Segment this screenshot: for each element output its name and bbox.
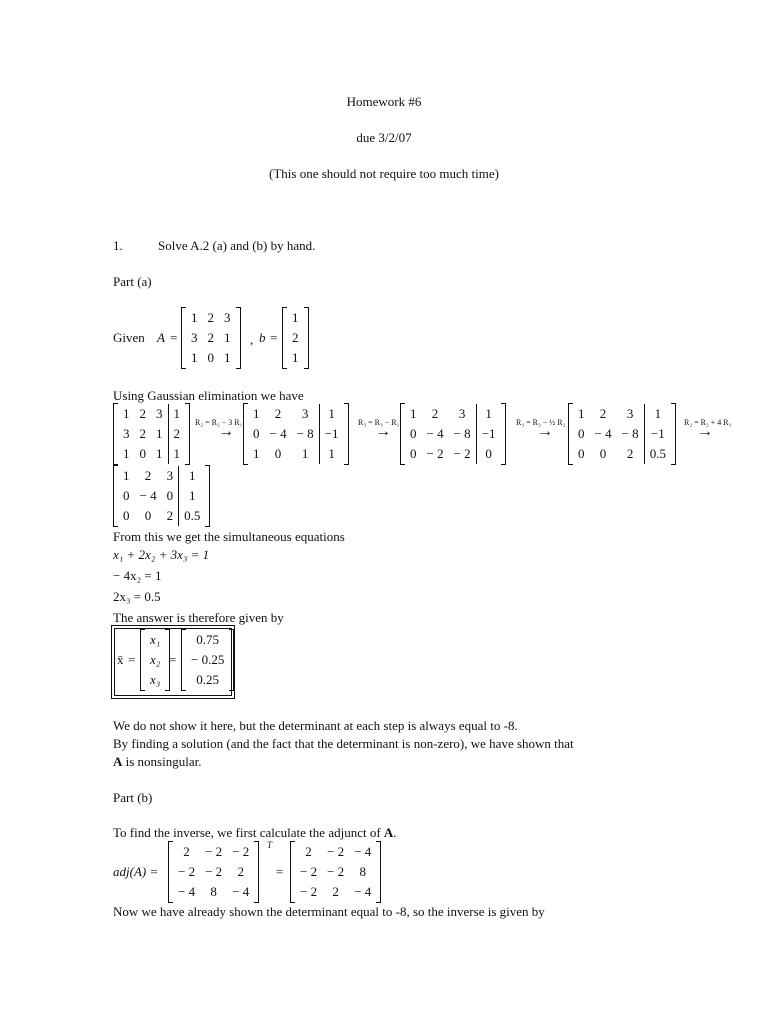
matrix-row <box>186 670 229 690</box>
matrix-cell: 1 <box>319 444 343 464</box>
matrix-a-body <box>186 308 236 368</box>
matrix-cell: 0.25 <box>196 672 220 687</box>
matrix-row <box>145 670 165 690</box>
matrix-row <box>573 444 671 464</box>
row-op-1: R₂ = R₂ − 3 R₁ <box>195 418 243 427</box>
row-op-4: R₂ = R₂ + 4 R₃ <box>684 418 732 427</box>
matrix-cell: 0 <box>274 446 282 461</box>
matrix-cell: 1 <box>301 446 309 461</box>
matrix-cell: 2 <box>207 310 214 325</box>
matrix-row <box>405 444 501 464</box>
matrix-cell: 0 <box>144 508 152 523</box>
gauss-step-5 <box>113 466 210 526</box>
comma: , <box>250 332 254 347</box>
matrix-cell: 3 <box>166 468 174 483</box>
matrix-cell: − 4 <box>178 884 196 899</box>
matrix-cell: 2 <box>144 468 152 483</box>
matrix-row <box>173 862 254 882</box>
matrix-cell: − 2 <box>426 446 444 461</box>
matrix-cell: 8 <box>210 884 217 899</box>
matrix-cell: 1 <box>191 350 198 365</box>
matrix-cell: 3 <box>626 406 634 421</box>
row-op-3: R₃ = R₃ − ½ R₂ <box>516 418 566 427</box>
matrix-cell: 1 <box>156 446 163 461</box>
x-vector <box>140 630 170 690</box>
matrix-cell: 1 <box>179 466 206 486</box>
matrix-cell: 0 <box>123 508 130 523</box>
matrix-row <box>118 424 185 444</box>
answer-intro: The answer is therefore given by <box>113 610 284 625</box>
matrix-row <box>186 328 236 348</box>
equals-sign: = <box>169 652 177 667</box>
determinant-note-2: By finding a solution (and the fact that the determinant is non-zero), we have shown that <box>113 736 574 751</box>
matrix-row <box>287 308 304 328</box>
matrix-cell: 2 <box>626 446 634 461</box>
matrix-cell: 1 <box>578 406 585 421</box>
matrix-cell: 1 <box>123 468 130 483</box>
matrix-cell: 1 <box>224 350 231 365</box>
matrix-row <box>186 630 229 650</box>
part-b-label: Part (b) <box>113 790 153 805</box>
matrix-cell: 1 <box>410 406 417 421</box>
header-note: (This one should not require too much time) <box>269 166 499 181</box>
transpose-superscript: T <box>267 840 273 850</box>
matrix-cell: − 2 <box>205 864 223 879</box>
matrix-a-name: A <box>157 330 165 345</box>
matrix-cell: −1 <box>644 424 671 444</box>
gauss-step-1 <box>113 404 190 464</box>
matrix-cell: 0 <box>578 426 585 441</box>
matrix-cell: 0 <box>578 446 585 461</box>
matrix-cell: 2 <box>305 844 312 859</box>
matrix-cell: − 4 <box>594 426 612 441</box>
x-bar: x̄ <box>117 652 124 667</box>
matrix-cell: 1 <box>224 330 231 345</box>
adjugate-label: adj(A) = <box>113 864 159 879</box>
matrix-cell: − 0.25 <box>191 652 225 667</box>
matrix-cell: 0 <box>207 350 214 365</box>
arrow-icon: → <box>375 423 391 440</box>
row-op-2: R₃ = R₃ − R₁ <box>358 418 400 427</box>
matrix-cell: − 2 <box>327 864 345 879</box>
matrix-cell: 2 <box>599 406 607 421</box>
equation-1: x₁ + 2x₂ + 3x₃ = 1 <box>113 547 210 562</box>
matrix-row <box>248 404 344 424</box>
matrix-cell: 1 <box>168 444 185 464</box>
matrix-cell: 2 <box>332 884 339 899</box>
matrix-cell: 8 <box>359 864 366 879</box>
matrix-cell: 3 <box>301 406 309 421</box>
matrix-cell: x₁ <box>150 632 161 647</box>
matrix-row <box>118 444 185 464</box>
matrix-row <box>118 404 185 424</box>
matrix-cell: − 2 <box>178 864 196 879</box>
adjugate-matrix <box>290 842 381 902</box>
matrix-row <box>573 424 671 444</box>
matrix-cell: − 4 <box>426 426 444 441</box>
matrix-cell: 1 <box>292 350 299 365</box>
inverse-conclusion: Now we have already shown the determinant equal to -8, so the inverse is given by <box>113 904 545 919</box>
matrix-cell: 3 <box>458 406 466 421</box>
matrix-cell: 1 <box>179 486 206 506</box>
matrix-cell: −1 <box>319 424 343 444</box>
matrix-row <box>118 506 205 526</box>
matrix-cell: 2 <box>431 406 439 421</box>
matrix-cell: 3 <box>123 426 130 441</box>
matrix-row <box>186 650 229 670</box>
matrix-cell: 2 <box>237 864 244 879</box>
question-number: 1. <box>113 238 123 253</box>
matrix-cell: − 8 <box>453 426 471 441</box>
matrix-cell: 2 <box>166 508 174 523</box>
part-a-label: Part (a) <box>113 274 152 289</box>
matrix-row <box>295 882 376 902</box>
equation-3: 2x₃ = 0.5 <box>113 589 161 604</box>
matrix-cell: − 2 <box>205 844 223 859</box>
matrix-cell: 2 <box>292 330 299 345</box>
matrix-row <box>186 308 236 328</box>
matrix-cell: 1 <box>253 406 260 421</box>
vector-b-name: b <box>259 330 266 345</box>
matrix-cell: − 2 <box>232 844 250 859</box>
matrix-row <box>405 424 501 444</box>
matrix-row <box>287 348 304 368</box>
matrix-cell: 0 <box>123 488 130 503</box>
due-date: due 3/2/07 <box>356 130 412 145</box>
determinant-note-3: A is nonsingular. <box>113 754 202 769</box>
matrix-cell: 1 <box>168 404 185 424</box>
matrix-row <box>173 842 254 862</box>
matrix-cell: 1 <box>191 310 198 325</box>
matrix-cell: 3 <box>191 330 198 345</box>
matrix-cell: 2 <box>139 426 146 441</box>
matrix-cell: 0 <box>139 446 146 461</box>
matrix-cell: 1 <box>476 404 500 424</box>
matrix-cell: 0 <box>410 426 417 441</box>
matrix-cell: 1 <box>123 446 130 461</box>
matrix-row <box>295 862 376 882</box>
matrix-cell: 3 <box>224 310 231 325</box>
matrix-cell: − 4 <box>232 884 250 899</box>
matrix-row <box>405 404 501 424</box>
matrix-cell: 0 <box>253 426 260 441</box>
matrix-cell: − 4 <box>269 426 287 441</box>
matrix-cell: 2 <box>207 330 214 345</box>
matrix-cell: 1 <box>156 426 163 441</box>
matrix-row <box>287 328 304 348</box>
matrix-row <box>118 466 205 486</box>
matrix-cell: 0 <box>599 446 607 461</box>
matrix-cell: x₃ <box>150 672 161 687</box>
matrix-cell: 0.5 <box>644 444 671 464</box>
arrow-icon: → <box>218 423 234 440</box>
matrix-cell: 0 <box>476 444 500 464</box>
matrix-cell: − 8 <box>296 426 314 441</box>
matrix-row <box>118 486 205 506</box>
determinant-note-1: We do not show it here, but the determinant at each step is always equal to -8. <box>113 718 518 733</box>
matrix-cell: 2 <box>183 844 190 859</box>
matrix-row <box>295 842 376 862</box>
equals-sign: = <box>128 652 136 667</box>
matrix-cell: 0.75 <box>196 632 220 647</box>
matrix-row <box>173 882 254 902</box>
matrix-cell: 2 <box>139 406 146 421</box>
matrix-cell: 0 <box>166 488 174 503</box>
matrix-cell: − 2 <box>453 446 471 461</box>
matrix-cell: 1 <box>123 406 130 421</box>
vector-b-body <box>287 308 304 368</box>
matrix-cell: − 8 <box>621 426 639 441</box>
matrix-a <box>181 308 241 368</box>
matrix-cell: 1 <box>292 310 299 325</box>
matrix-row <box>186 348 236 368</box>
matrix-cell: 2 <box>274 406 282 421</box>
matrix-cell: 0.5 <box>179 506 206 526</box>
equation-2: − 4x₂ = 1 <box>113 568 162 583</box>
simultaneous-intro: From this we get the simultaneous equations <box>113 529 345 544</box>
vector-b <box>282 308 309 368</box>
arrow-icon: → <box>537 423 553 440</box>
inverse-intro: To find the inverse, we first calculate the adjunct of A. <box>113 825 397 840</box>
matrix-row <box>248 424 344 444</box>
matrix-cell: 1 <box>644 404 671 424</box>
matrix-cell: x₂ <box>150 652 161 667</box>
matrix-cell: 0 <box>410 446 417 461</box>
matrix-row <box>573 404 671 424</box>
adjugate-matrix-pre-transpose <box>168 842 259 902</box>
matrix-cell: − 4 <box>354 884 372 899</box>
matrix-cell: − 2 <box>327 844 345 859</box>
given-label: Given <box>113 330 145 345</box>
matrix-cell: 1 <box>253 446 260 461</box>
homework-title: Homework #6 <box>346 94 422 109</box>
equals-sign: = <box>276 864 284 879</box>
gauss-step-3 <box>400 404 506 464</box>
matrix-cell: − 2 <box>300 884 318 899</box>
equals-sign: = <box>270 330 278 345</box>
matrix-row <box>145 650 165 670</box>
matrix-row <box>145 630 165 650</box>
gauss-intro: Using Gaussian elimination we have <box>113 388 304 403</box>
matrix-cell: 3 <box>156 406 163 421</box>
gauss-step-4 <box>568 404 676 464</box>
matrix-cell: −1 <box>476 424 500 444</box>
matrix-cell: − 4 <box>139 488 157 503</box>
matrix-row <box>248 444 344 464</box>
equals-sign: = <box>170 330 178 345</box>
arrow-icon: → <box>697 423 713 440</box>
matrix-cell: − 2 <box>300 864 318 879</box>
gauss-step-2 <box>243 404 349 464</box>
question-text: Solve A.2 (a) and (b) by hand. <box>158 238 316 253</box>
solution-vector <box>181 630 234 690</box>
matrix-cell: 2 <box>168 424 185 444</box>
matrix-cell: 1 <box>319 404 343 424</box>
matrix-cell: − 4 <box>354 844 372 859</box>
